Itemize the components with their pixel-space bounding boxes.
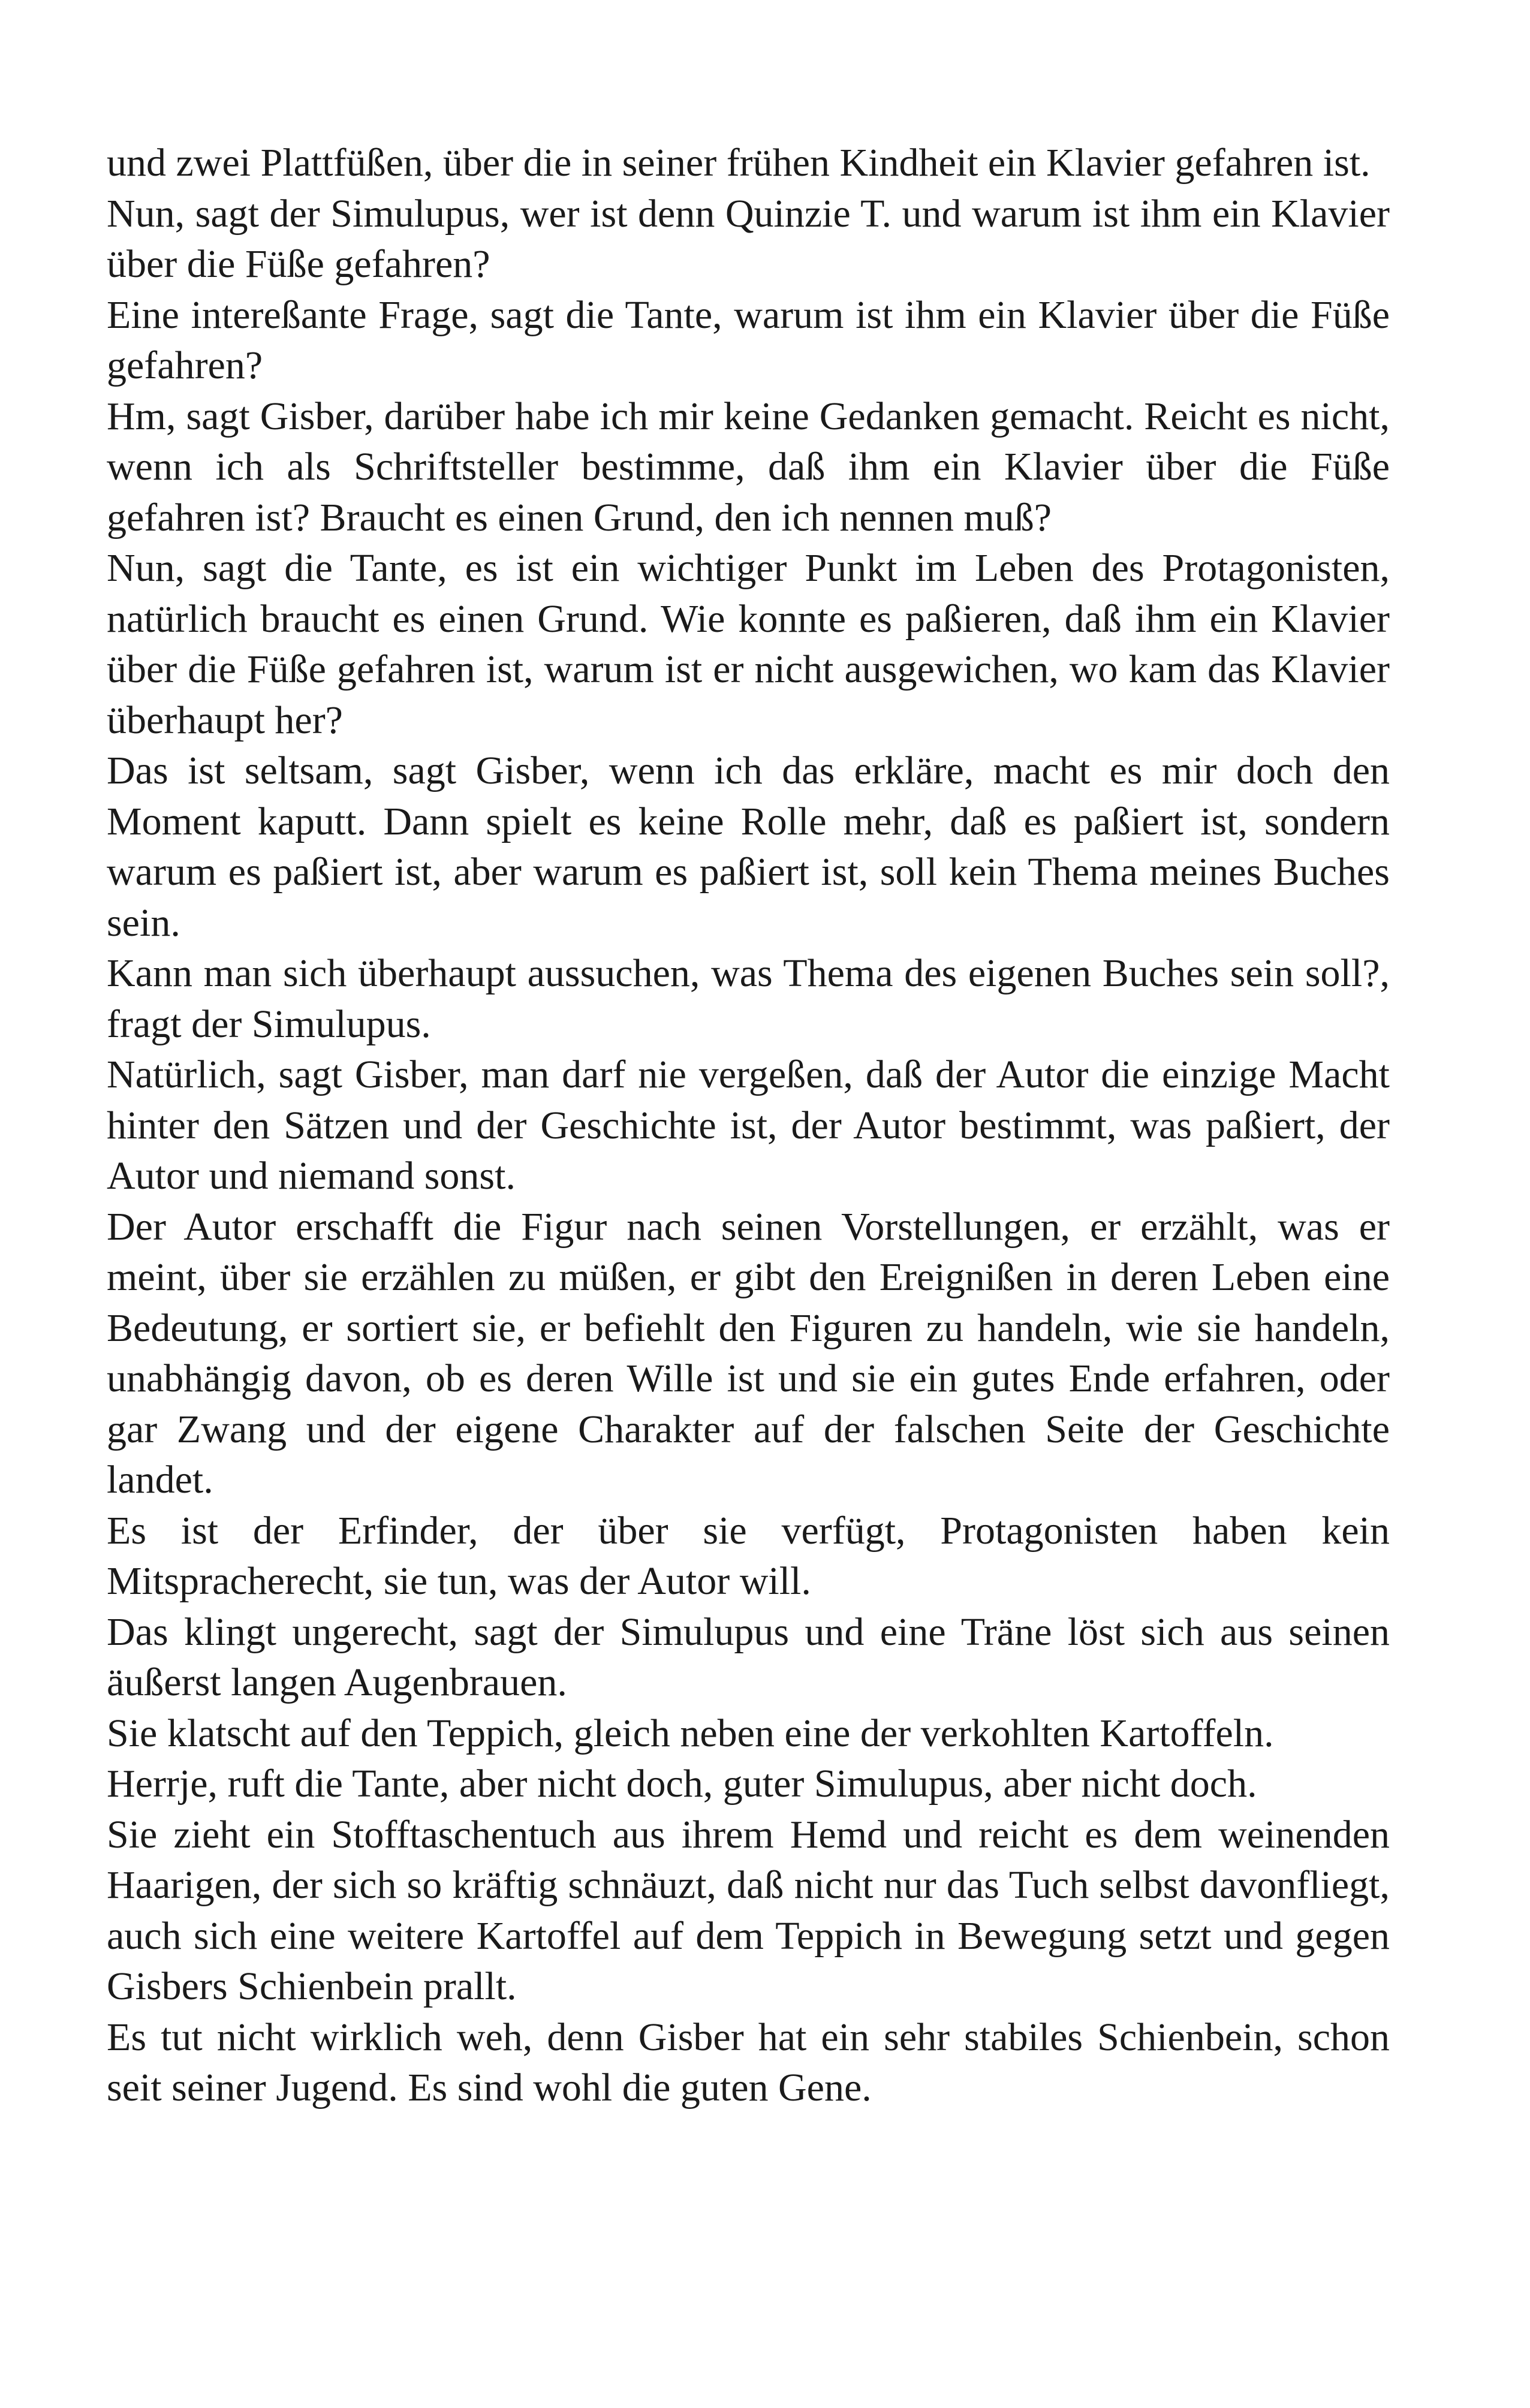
paragraph: Es tut nicht wirklich weh, denn Gisber hat ein sehr stabiles Schienbein, schon seit seiner Jugend. Es sind wohl die guten Gene. (107, 2015, 1390, 2109)
paragraph: Der Autor erschafft die Figur nach seinen Vorstellungen, er erzählt, was er meint, über sie erzählen zu müßen, er gibt den Ereignißen in deren Leben eine Bedeutung, er sortiert sie, er befiehlt den Figuren zu handeln, wie sie handeln, unabhängig davon, ob es deren Wille ist und sie ein gutes Ende erfahren, oder gar Zwang und der eigene Charakter auf der falschen Seite der Geschichte landet. (107, 1204, 1390, 1502)
paragraph: Hm, sagt Gisber, darüber habe ich mir keine Gedanken gemacht. Reicht es nicht, wenn ich als Schriftsteller bestimme, daß ihm ein Klavier über die Füße gefahren ist? Braucht es einen Grund, den ich nennen muß? (107, 394, 1390, 540)
paragraph: Kann man sich überhaupt aussuchen, was Thema des eigenen Buches sein soll?, fragt der Simulupus. (107, 951, 1390, 1046)
paragraph: Herrje, ruft die Tante, aber nicht doch, guter Simulupus, aber nicht doch. (107, 1762, 1257, 1806)
paragraph: Sie klatscht auf den Teppich, gleich neben eine der verkohlten Kartoffeln. (107, 1711, 1274, 1755)
paragraph: Eine intereßante Frage, sagt die Tante, warum ist ihm ein Klavier über die Füße gefahren? (107, 293, 1390, 387)
body-text (107, 138, 1390, 2114)
paragraph: Nun, sagt die Tante, es ist ein wichtiger Punkt im Leben des Protagonisten, natürlich braucht es einen Grund. Wie konnte es paßieren, daß ihm ein Klavier über die Füße gefahren ist, warum ist er nicht ausgewichen, wo kam das Klavier überhaupt her? (107, 546, 1390, 742)
paragraph: Natürlich, sagt Gisber, man darf nie vergeßen, daß der Autor die einzige Macht hinter den Sätzen und der Geschichte ist, der Autor bestimmt, was paßiert, der Autor und niemand sonst. (107, 1053, 1390, 1198)
paragraph: Nun, sagt der Simulupus, wer ist denn Quinzie T. und warum ist ihm ein Klavier über die Füße gefahren? (107, 191, 1390, 286)
paragraph: und zwei Plattfüßen, über die in seiner frühen Kindheit ein Klavier gefahren ist. (107, 141, 1371, 185)
paragraph: Das ist seltsam, sagt Gisber, wenn ich das erkläre, macht es mir doch den Moment kaputt. Dann spielt es keine Rolle mehr, daß es paßiert ist, sondern warum es paßiert ist, aber warum es paßiert ist, soll kein Thema meines Buches sein. (107, 749, 1390, 945)
paragraph: Es ist der Erfinder, der über sie verfügt, Protagonisten haben kein Mitspracherecht, sie tun, was der Autor will. (107, 1508, 1390, 1603)
paragraph: Sie zieht ein Stofftaschentuch aus ihrem Hemd und reicht es dem weinenden Haarigen, der sich so kräftig schnäuzt, daß nicht nur das Tuch selbst davonfliegt, auch sich eine weitere Kartoffel auf dem Teppich in Bewegung setzt und gegen Gisbers Schienbein prallt. (107, 1812, 1390, 2008)
paragraph: Das klingt ungerecht, sagt der Simulupus und eine Träne löst sich aus seinen äußerst langen Augenbrauen. (107, 1610, 1390, 1704)
